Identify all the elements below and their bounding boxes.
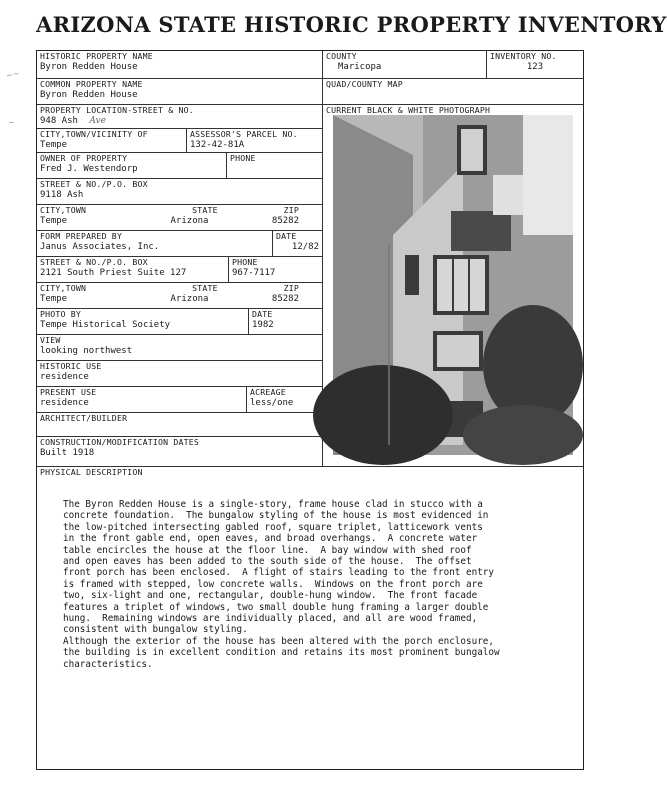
location-label: PROPERTY LOCATION-STREET & NO. [40,105,194,115]
prep-date-cell [273,231,323,257]
view-cell [37,335,323,361]
acreage-value: less/one [250,398,294,408]
inventory-no-cell [487,51,583,79]
city-value: Tempe [40,140,68,150]
parcel-label: ASSESSOR'S PARCEL NO. [190,129,298,139]
inventory-form [36,50,584,770]
owner-city-cell [37,205,323,231]
prep-zip-value: 85282 [271,294,299,304]
acreage-label: ACREAGE [250,387,286,397]
view-label: VIEW [40,335,61,345]
historic-use-cell [37,361,323,387]
architect-cell [37,413,323,437]
house-photo [333,115,573,455]
prep-phone-label: PHONE [232,257,258,267]
owner-phone-cell [227,153,323,179]
historic-use-value: residence [40,372,89,382]
quad-map-cell [323,79,583,105]
prep-state-value: Arizona [170,294,209,304]
quad-map-label: QUAD/COUNTY MAP [326,79,403,89]
photo-by-label: PHOTO BY [40,309,82,319]
owner-street-cell [37,179,323,205]
margin-mark: ~~ [5,68,21,81]
prepared-by-cell [37,231,273,257]
physical-description-label: PHYSICAL DESCRIPTION [40,467,143,477]
prepared-by-label: FORM PREPARED BY [40,231,123,241]
common-name-cell [37,79,323,105]
owner-street-value: 9118 Ash [40,190,84,200]
owner-label: OWNER OF PROPERTY [40,153,128,163]
historic-name-label: HISTORIC PROPERTY NAME [40,51,153,61]
prep-date-value: 12/82 [291,242,319,252]
owner-street-label: STREET & NO./P.O. BOX [40,179,148,189]
prep-street-label: STREET & NO./P.O. BOX [40,257,148,267]
photo-label: CURRENT BLACK & WHITE PHOTOGRAPH [326,105,491,115]
owner-phone-label: PHONE [230,153,256,163]
prep-street-value: 2121 South Priest Suite 127 [40,268,187,278]
construction-value: Built 1918 [40,448,95,458]
prep-phone-value: 967-7117 [232,268,276,278]
parcel-cell [187,129,323,153]
county-cell [323,51,487,79]
owner-state-value: Arizona [170,216,209,226]
common-name-value: Byron Redden House [40,90,138,100]
prep-date-label: DATE [276,231,297,241]
construction-label: CONSTRUCTION/MODIFICATION DATES [40,437,200,447]
owner-city-label: CITY,TOWN [40,205,87,215]
prepared-by-value: Janus Associates, Inc. [40,242,160,252]
city-label: CITY,TOWN/VICINITY OF [40,129,148,139]
owner-city-value: Tempe [40,216,68,226]
historic-name-cell [37,51,323,79]
location-cell [37,105,323,129]
physical-description-text: The Byron Redden House is a single-story, frame house clad in stucco with a concrete foundation. The bungalow styling of the house is most evidenced in the low-pitched intersecting gabled roof, square triplet, latticework vents in the front gable end, open eaves, and broad overhangs. A concrete water table encircles the house at the floor line. A bay window with shed roof and open eaves has been added to the south side of the house. The offset front porch has been enclosed. A flight of stairs leading to the front entry is framed with stepped, low concrete walls. Windows on the front porch are two, six-light and one, rectangular, double-hung window. The front facade features a triplet of windows, two small double hung framing a larger double hung. Remaining windows are individually placed, and all are wood framed, consistent with bungalow styling. Although the exterior of the house has been altered with the porch enclosure, the building is in excellent condition and retains its most prominent bungalow characteristics. [63,499,500,670]
county-value: Maricopa [338,62,382,72]
parcel-value: 132-42-81A [190,140,245,150]
inventory-no-label: INVENTORY NO. [490,51,557,61]
inventory-no-value: 123 [526,62,544,72]
common-name-label: COMMON PROPERTY NAME [40,79,143,89]
prep-city-cell [37,283,323,309]
house-photo-svg [333,115,573,455]
location-value: 948 Ash [40,116,78,126]
construction-cell [37,437,323,467]
architect-label: ARCHITECT/BUILDER [40,413,128,423]
photo-by-cell [37,309,249,335]
owner-zip-label: ZIP [283,205,299,215]
page-title: ARIZONA STATE HISTORIC PROPERTY INVENTORY [36,12,667,37]
view-value: looking northwest [40,346,133,356]
prep-zip-label: ZIP [283,283,299,293]
photo-date-value: 1982 [252,320,274,330]
present-use-cell [37,387,247,413]
present-use-label: PRESENT USE [40,387,97,397]
county-label: COUNTY [326,51,357,61]
historic-use-label: HISTORIC USE [40,361,102,371]
location-handwritten: Ave [89,116,106,126]
photo-date-label: DATE [252,309,273,319]
photo-date-cell [249,309,323,335]
present-use-value: residence [40,398,89,408]
owner-state-label: STATE [192,205,218,215]
prep-city-label: CITY,TOWN [40,283,87,293]
owner-zip-value: 85282 [271,216,299,226]
acreage-cell [247,387,323,413]
prep-street-cell [37,257,229,283]
prep-city-value: Tempe [40,294,68,304]
historic-name-value: Byron Redden House [40,62,138,72]
prep-phone-cell [229,257,323,283]
city-cell [37,129,187,153]
owner-value: Fred J. Westendorp [40,164,138,174]
photo-by-value: Tempe Historical Society [40,320,171,330]
owner-cell [37,153,227,179]
margin-mark: ~ [7,117,16,128]
prep-state-label: STATE [192,283,218,293]
